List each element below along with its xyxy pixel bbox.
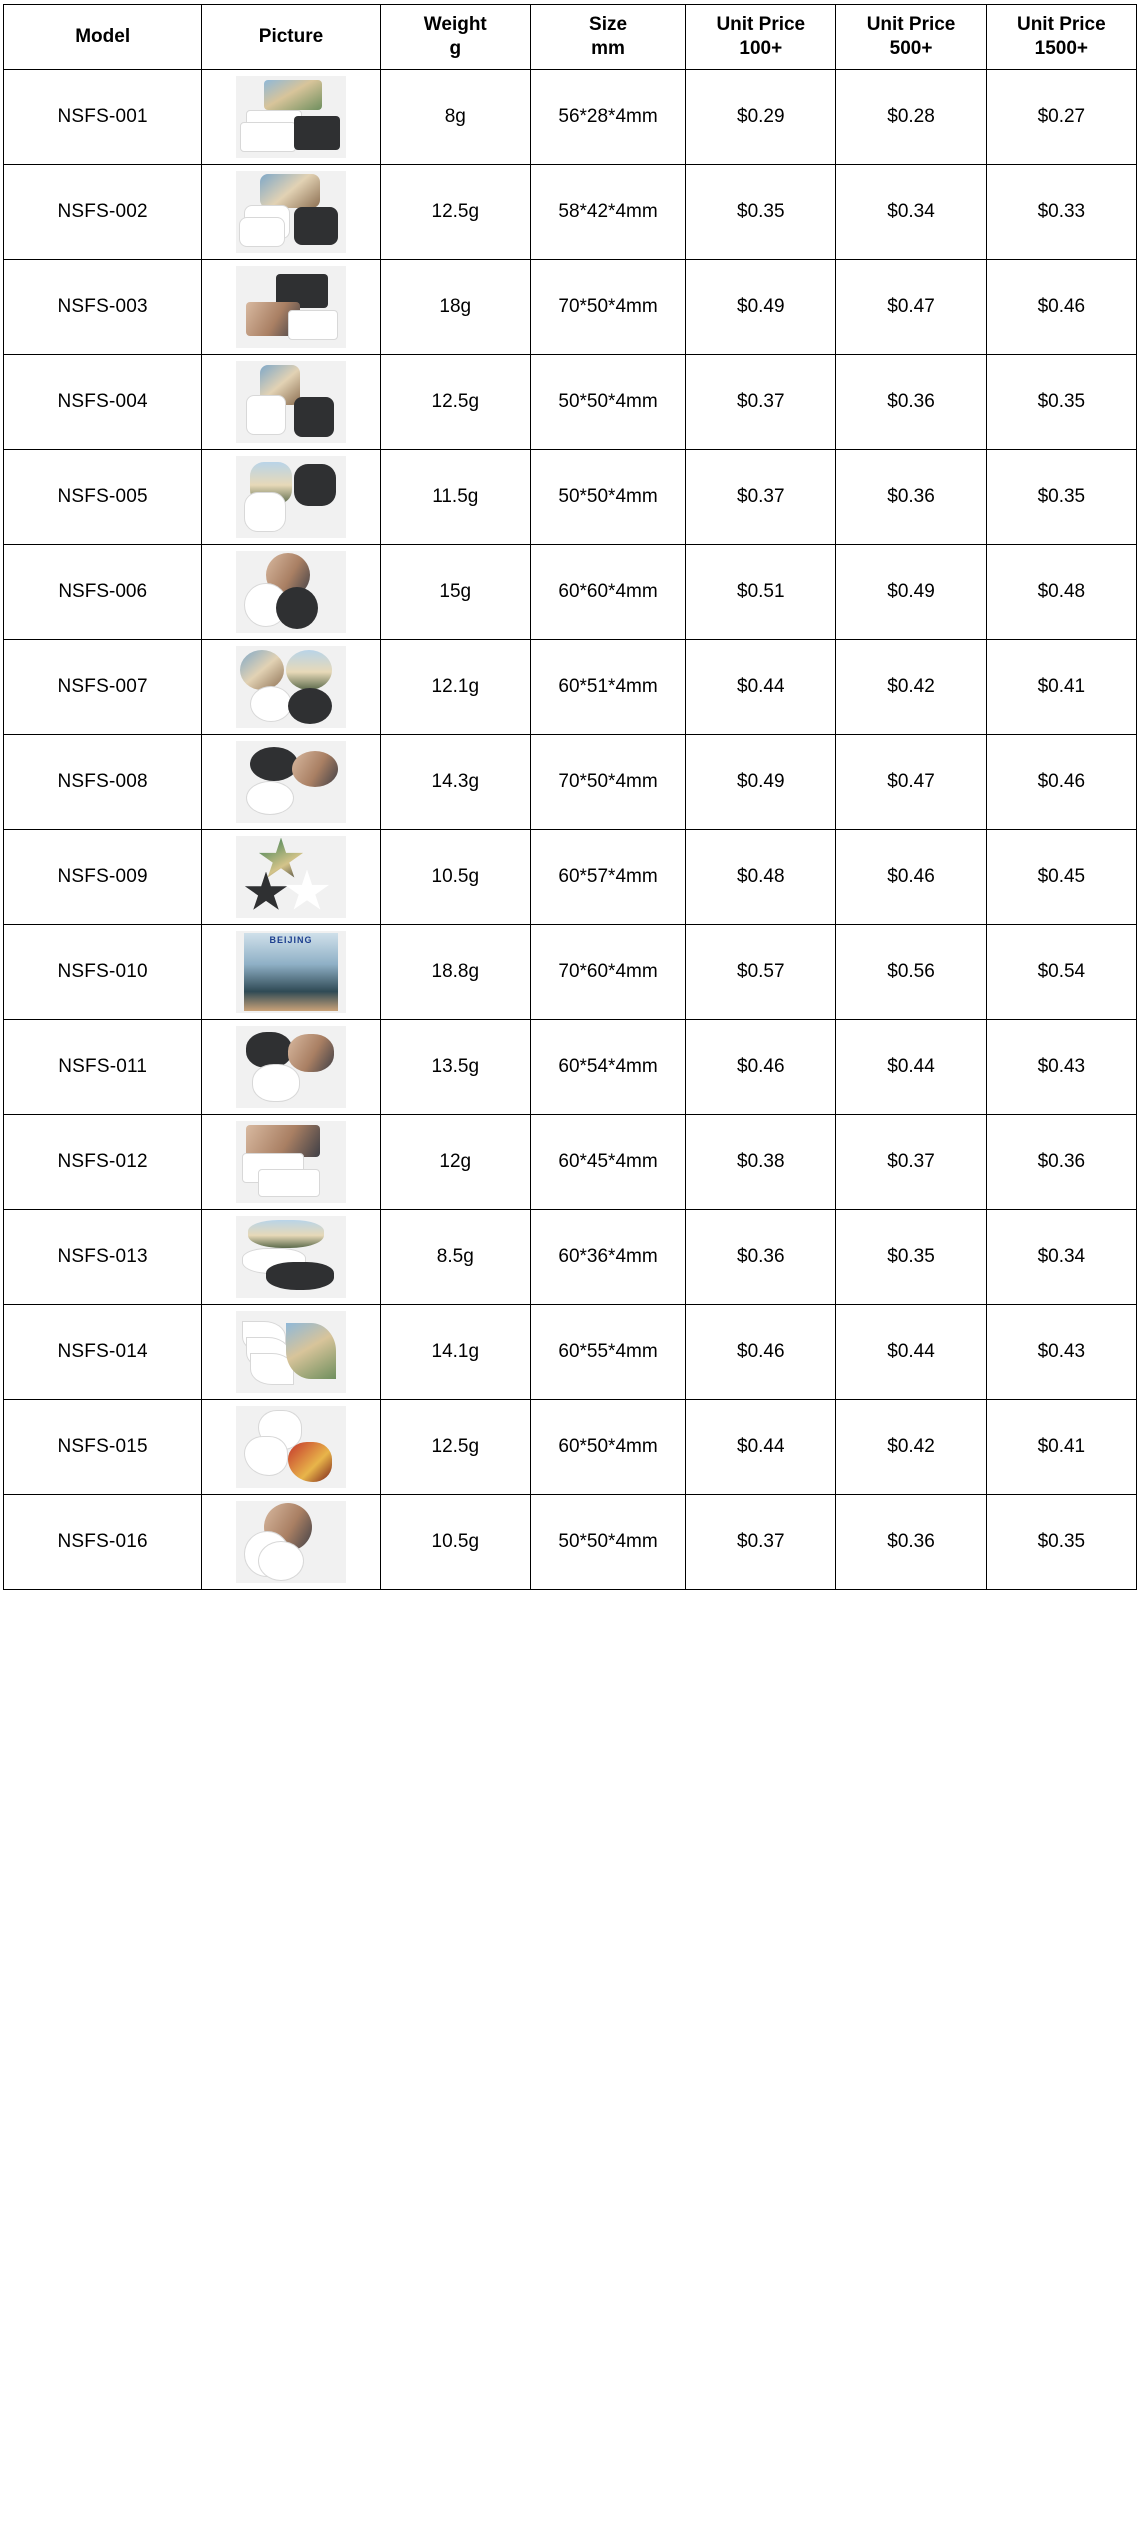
cell-price-1500: $0.35	[986, 354, 1136, 449]
table-row	[4, 829, 1137, 924]
table-row	[4, 544, 1137, 639]
cell-picture	[202, 734, 380, 829]
cell-model: NSFS-008	[4, 734, 202, 829]
cell-price-500: $0.49	[836, 544, 986, 639]
table-row	[4, 1019, 1137, 1114]
cell-price-100: $0.29	[686, 69, 836, 164]
product-price-table	[3, 4, 1137, 1590]
table-row	[4, 69, 1137, 164]
column-header-unit-price-500	[836, 5, 986, 70]
cell-price-500: $0.47	[836, 259, 986, 354]
cell-picture	[202, 259, 380, 354]
cell-picture	[202, 1304, 380, 1399]
cell-model: NSFS-003	[4, 259, 202, 354]
cell-size: 70*50*4mm	[530, 734, 685, 829]
cell-price-100: $0.37	[686, 449, 836, 544]
cell-model: NSFS-004	[4, 354, 202, 449]
cell-price-500: $0.47	[836, 734, 986, 829]
cell-price-100: $0.36	[686, 1209, 836, 1304]
table-row	[4, 259, 1137, 354]
header-line-1: Size	[589, 14, 628, 35]
cell-size: 60*45*4mm	[530, 1114, 685, 1209]
cell-price-1500: $0.33	[986, 164, 1136, 259]
cell-price-500: $0.44	[836, 1019, 986, 1114]
table-row	[4, 1114, 1137, 1209]
product-image-nsfs-013	[236, 1216, 346, 1298]
cell-price-100: $0.51	[686, 544, 836, 639]
cell-weight: 8g	[380, 69, 530, 164]
column-header-unit-price-1500	[986, 5, 1136, 70]
header-line-1: Unit Price	[1016, 14, 1106, 35]
cell-price-500: $0.36	[836, 449, 986, 544]
cell-model: NSFS-016	[4, 1494, 202, 1589]
header-line-2: 500+	[889, 37, 933, 59]
cell-weight: 18g	[380, 259, 530, 354]
cell-weight: 8.5g	[380, 1209, 530, 1304]
cell-size: 70*60*4mm	[530, 924, 685, 1019]
cell-size: 60*36*4mm	[530, 1209, 685, 1304]
cell-price-500: $0.36	[836, 1494, 986, 1589]
cell-weight: 12.5g	[380, 354, 530, 449]
cell-price-100: $0.37	[686, 354, 836, 449]
cell-picture	[202, 544, 380, 639]
header-line-1: Model	[75, 25, 131, 47]
product-image-nsfs-004	[236, 361, 346, 443]
cell-size: 60*55*4mm	[530, 1304, 685, 1399]
cell-weight: 13.5g	[380, 1019, 530, 1114]
cell-picture	[202, 924, 380, 1019]
column-header-unit-price-100	[686, 5, 836, 70]
header-line-1: Weight	[423, 14, 487, 35]
header-line-2: 100+	[739, 37, 783, 59]
product-image-nsfs-015	[236, 1406, 346, 1488]
cell-model: NSFS-007	[4, 639, 202, 734]
table-row	[4, 1399, 1137, 1494]
product-image-nsfs-012	[236, 1121, 346, 1203]
cell-price-1500: $0.43	[986, 1304, 1136, 1399]
cell-price-1500: $0.41	[986, 639, 1136, 734]
cell-price-1500: $0.35	[986, 449, 1136, 544]
cell-picture	[202, 69, 380, 164]
header-line-2: mm	[591, 37, 625, 59]
cell-model: NSFS-010	[4, 924, 202, 1019]
cell-price-1500: $0.27	[986, 69, 1136, 164]
cell-model: NSFS-005	[4, 449, 202, 544]
column-header-picture	[202, 5, 380, 70]
product-image-nsfs-010	[236, 931, 346, 1013]
cell-price-500: $0.34	[836, 164, 986, 259]
picture-caption-beijing: BEIJING	[269, 934, 313, 945]
table-row	[4, 639, 1137, 734]
cell-model: NSFS-015	[4, 1399, 202, 1494]
cell-price-100: $0.46	[686, 1304, 836, 1399]
table-row	[4, 164, 1137, 259]
cell-weight: 12g	[380, 1114, 530, 1209]
cell-price-100: $0.49	[686, 259, 836, 354]
cell-price-500: $0.42	[836, 639, 986, 734]
cell-size: 60*57*4mm	[530, 829, 685, 924]
cell-price-1500: $0.34	[986, 1209, 1136, 1304]
product-image-nsfs-002	[236, 171, 346, 253]
table-row	[4, 1209, 1137, 1304]
cell-model: NSFS-011	[4, 1019, 202, 1114]
cell-size: 56*28*4mm	[530, 69, 685, 164]
cell-price-100: $0.48	[686, 829, 836, 924]
column-header-weight	[380, 5, 530, 70]
cell-price-500: $0.44	[836, 1304, 986, 1399]
cell-size: 70*50*4mm	[530, 259, 685, 354]
product-image-nsfs-003	[236, 266, 346, 348]
table-row	[4, 924, 1137, 1019]
product-image-nsfs-006	[236, 551, 346, 633]
cell-price-100: $0.49	[686, 734, 836, 829]
cell-price-500: $0.56	[836, 924, 986, 1019]
cell-weight: 14.3g	[380, 734, 530, 829]
cell-picture	[202, 1399, 380, 1494]
cell-size: 60*50*4mm	[530, 1399, 685, 1494]
header-line-1: Unit Price	[716, 14, 806, 35]
table-body	[4, 69, 1137, 1589]
product-image-nsfs-014	[236, 1311, 346, 1393]
product-image-nsfs-011	[236, 1026, 346, 1108]
cell-price-100: $0.38	[686, 1114, 836, 1209]
cell-model: NSFS-013	[4, 1209, 202, 1304]
cell-price-1500: $0.45	[986, 829, 1136, 924]
cell-model	[4, 544, 202, 639]
cell-weight: 14.1g	[380, 1304, 530, 1399]
table-row	[4, 1494, 1137, 1589]
cell-weight: 15g	[380, 544, 530, 639]
cell-weight: 10.5g	[380, 829, 530, 924]
cell-weight: 11.5g	[380, 449, 530, 544]
table-row	[4, 1304, 1137, 1399]
cell-price-1500: $0.35	[986, 1494, 1136, 1589]
cell-weight: 12.1g	[380, 639, 530, 734]
cell-weight: 10.5g	[380, 1494, 530, 1589]
cell-price-500: $0.42	[836, 1399, 986, 1494]
cell-picture	[202, 1494, 380, 1589]
cell-price-100: $0.44	[686, 1399, 836, 1494]
column-header-size	[530, 5, 685, 70]
cell-size: 60*60*4mm	[530, 544, 685, 639]
cell-picture	[202, 449, 380, 544]
cell-price-100: $0.35	[686, 164, 836, 259]
cell-model: NSFS-002	[4, 164, 202, 259]
cell-model: NSFS-001	[4, 69, 202, 164]
cell-size: 60*51*4mm	[530, 639, 685, 734]
cell-picture	[202, 354, 380, 449]
model-text: NSFS-006	[58, 580, 148, 602]
cell-weight: 18.8g	[380, 924, 530, 1019]
cell-model: NSFS-012	[4, 1114, 202, 1209]
cell-size: 50*50*4mm	[530, 449, 685, 544]
cell-price-1500: $0.41	[986, 1399, 1136, 1494]
cell-price-1500: $0.46	[986, 734, 1136, 829]
cell-picture	[202, 639, 380, 734]
product-image-nsfs-001	[236, 76, 346, 158]
cell-price-500: $0.36	[836, 354, 986, 449]
cell-model: NSFS-014	[4, 1304, 202, 1399]
header-line-1: Picture	[258, 25, 324, 47]
cell-weight: 12.5g	[380, 164, 530, 259]
cell-price-100: $0.44	[686, 639, 836, 734]
cell-price-100: $0.46	[686, 1019, 836, 1114]
cell-picture	[202, 1019, 380, 1114]
header-line-1: Unit Price	[866, 14, 956, 35]
cell-price-1500: $0.48	[986, 544, 1136, 639]
cell-size: 50*50*4mm	[530, 1494, 685, 1589]
cell-price-1500: $0.54	[986, 924, 1136, 1019]
cell-picture	[202, 1209, 380, 1304]
cell-size: 60*54*4mm	[530, 1019, 685, 1114]
cell-picture	[202, 164, 380, 259]
table-header	[4, 5, 1137, 70]
cell-price-1500: $0.43	[986, 1019, 1136, 1114]
column-header-model	[4, 5, 202, 70]
cell-size: 58*42*4mm	[530, 164, 685, 259]
table-row	[4, 734, 1137, 829]
cell-weight: 12.5g	[380, 1399, 530, 1494]
header-row	[4, 5, 1137, 70]
header-line-2: 1500+	[1034, 37, 1089, 59]
cell-price-500: $0.28	[836, 69, 986, 164]
cell-price-500: $0.35	[836, 1209, 986, 1304]
cell-model: NSFS-009	[4, 829, 202, 924]
product-image-nsfs-007	[236, 646, 346, 728]
cell-price-1500: $0.36	[986, 1114, 1136, 1209]
product-image-nsfs-009	[236, 836, 346, 918]
cell-picture	[202, 1114, 380, 1209]
cell-price-500: $0.37	[836, 1114, 986, 1209]
cell-size: 50*50*4mm	[530, 354, 685, 449]
product-image-nsfs-005	[236, 456, 346, 538]
table-row	[4, 354, 1137, 449]
cell-picture	[202, 829, 380, 924]
cell-price-100: $0.57	[686, 924, 836, 1019]
product-image-nsfs-016	[236, 1501, 346, 1583]
header-line-2: g	[449, 37, 462, 59]
product-image-nsfs-008	[236, 741, 346, 823]
table-row	[4, 449, 1137, 544]
cell-price-1500: $0.46	[986, 259, 1136, 354]
cell-price-500: $0.46	[836, 829, 986, 924]
cell-price-100: $0.37	[686, 1494, 836, 1589]
